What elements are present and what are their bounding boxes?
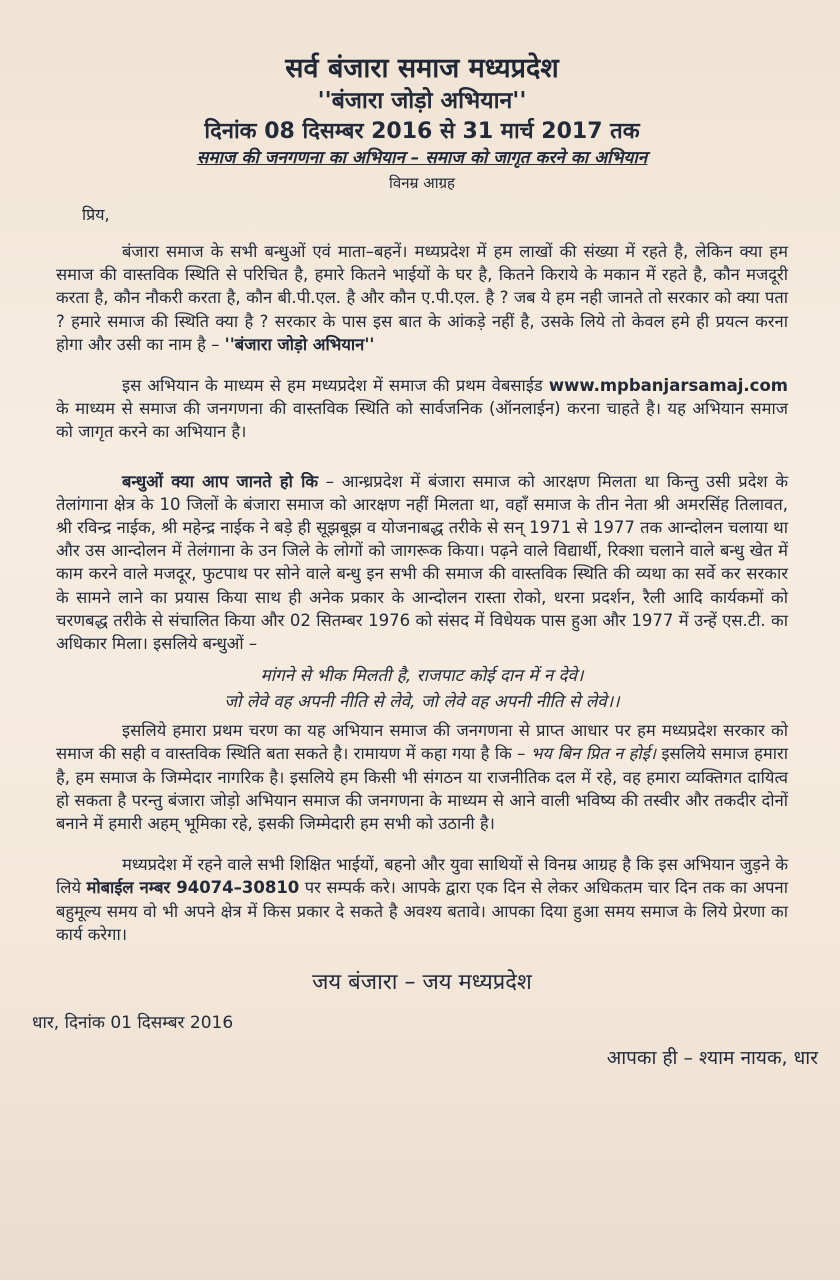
proverb-quote	[56, 663, 788, 715]
proverb-line-1: मांगने से भीक मिलती है, राजपाट कोई दान में न देवे।	[260, 666, 584, 687]
signature: आपका ही – श्याम नायक, धार	[606, 1047, 818, 1070]
page-title: सर्व बंजारा समाज मध्यप्रदेश	[285, 53, 559, 84]
appeal-heading: विनम्र आग्रह	[388, 174, 456, 192]
paragraph-census	[56, 719, 788, 835]
paragraph-contact-before: मध्यप्रदेश में रहने वाले सभी शिक्षित भाईयों, बहनो और युवा साथियों से विनम्र आग्रह है कि इस अभियान जुड़ने के लिये	[56, 855, 788, 898]
paragraph-website-before: इस अभियान के माध्यम से हम मध्यप्रदेश में समाज की प्रथम वेबसाईड	[122, 376, 543, 396]
paragraph-census-before: इसलिये हमारा प्रथम चरण का यह अभियान समाज की जनगणना से प्राप्त आधार पर हम मध्यप्रदेश सरकार को समाज की सही व वास्तविक स्थिति बता सकते है। रामायण में कहा गया है कि –	[56, 721, 788, 764]
paragraph-history-lead: बन्धुओं क्या आप जानते हो कि	[122, 471, 319, 491]
website-link[interactable]: www.mpbanjarsamaj.com	[548, 376, 788, 396]
mobile-number: मोबाईल नम्बर 94074–30810	[86, 878, 300, 898]
paragraph-contact-after: पर सम्पर्क करे। आपके द्वारा एक दिन से लेकर अधिकतम चार दिन तक का अपना बहुमूल्य समय वो भी अपने क्षेत्र में किस प्रकार दे सकते है अवश्य बतावे। आपका दिया हुआ समय समाज के लिये प्रेरणा का कार्य करेगा।	[56, 878, 788, 944]
campaign-date-range: दिनांक 08 दिसम्बर 2016 से 31 मार्च 2017 तक	[204, 119, 640, 144]
paragraph-website-after: के माध्यम से समाज की जनगणना की वास्तविक स्थिति को सार्वजनिक (ऑनलाईन) करना चाहते है। यह अभियान समाज को जागृत करने का अभियान है।	[56, 399, 788, 442]
paragraph-contact	[56, 853, 788, 946]
letter-footer	[32, 1006, 818, 1076]
proverb-line-2: जो लेवे वह अपनी नीति से लेवे, जो लेवे वह अपनी नीति से लेवे।।	[224, 692, 620, 713]
paragraph-census-after: इसलिये समाज हमारा है, हम समाज के जिम्मेदार नागरिक है। इसलिये हम किसी भी संगठन या राजनीतिक दल में रहे, वह हमारा व्यक्तिगत दायित्व हो सकता है परन्तु बंजारा जोड़ो अभियान समाज की जनगणना के माध्यम से आने वाली भविष्य की तस्वीर और तकदीर दोनों बनाने में हमारी अहम् भूमिका रहे, इसकी जिम्मेदारी हम सभी को उठानी है।	[56, 744, 788, 834]
letter-header	[56, 52, 788, 194]
paragraph-intro	[56, 240, 788, 356]
campaign-highlight: ''बंजारा जोड़ो अभियान''	[224, 334, 375, 354]
campaign-name: ''बंजारा जोड़ो अभियान''	[317, 88, 527, 114]
place-date: धार, दिनांक 01 दिसम्बर 2016	[32, 1013, 234, 1034]
paragraph-history-text: – आन्ध्रप्रदेश में बंजारा समाज को आरक्षण मिलता था किन्तु उसी प्रदेश के तेलांगाना क्षेत्र के 10 जिलों के बंजारा समाज को आरक्षण नहीं मिलता था, वहाँ समाज के तीन नेता श्री अमरसिंह तिलावत, श्री रविन्द्र नाईक, श्री महेन्द्र नाईक ने बड़े ही सूझबूझ व योजनाबद्ध तरीके से सन् 1971 से 1977 तक आन्दोलन चलाया था और उस आन्दोलन में तेलंगाना के उन जिले के लोगों को जागरूक किया। पढ़ने वाले विद्यार्थी, रिक्शा चलाने वाले बन्धु खेत में काम करने वाले मजदूर, फुटपाथ पर सोने वाले बन्धु इन सभी की समाज की वास्तविक स्थिति की व्यथा का सर्वे कर सरकार के सामने लाने का प्रयास किया साथ ही अनेक प्रकार के आन्दोलन रास्ता रोको, धरना प्रदर्शन, रैली आदि कार्यकमों को चरणबद्ध तरीके से संचालित किया और 02 सितम्बर 1976 को संसद में विधेयक पास हुआ और 1977 में उन्हें एस.टी. का अधिकार मिला। इसलिये बन्धुओं –	[56, 471, 788, 654]
paragraph-website	[56, 374, 788, 444]
salutation: प्रिय,	[82, 205, 110, 224]
paragraph-history	[56, 470, 788, 656]
ramayan-quote: भय बिन प्रित न होई।	[530, 744, 657, 764]
closing-slogan: जय बंजारा – जय मध्यप्रदेश	[312, 970, 532, 996]
paragraph-intro-text: बंजारा समाज के सभी बन्धुओं एवं माता–बहनें। मध्यप्रदेश में हम लाखों की संख्या में रहते है, लेकिन क्या हम समाज की वास्तविक स्थिति से परिचित है, हमारे कितने भाईयों के घर है, कितने किराये के मकान में रहते है, कौन मजदूरी करता है, कौन नौकरी करता है, कौन बी.पी.एल. है और कौन ए.पी.एल. है ? जब ये हम नही जानते तो सरकार को क्या पता ? हमारे समाज की स्थिति क्या है ? सरकार के पास इस बात के आंकड़े नहीं है, उसके लिये तो केवल हमे ही प्रयत्न करना होगा और उसी का नाम है –	[56, 242, 788, 354]
campaign-tagline: समाज की जनगणना का अभियान – समाज को जागृत करने का अभियान	[196, 148, 648, 168]
